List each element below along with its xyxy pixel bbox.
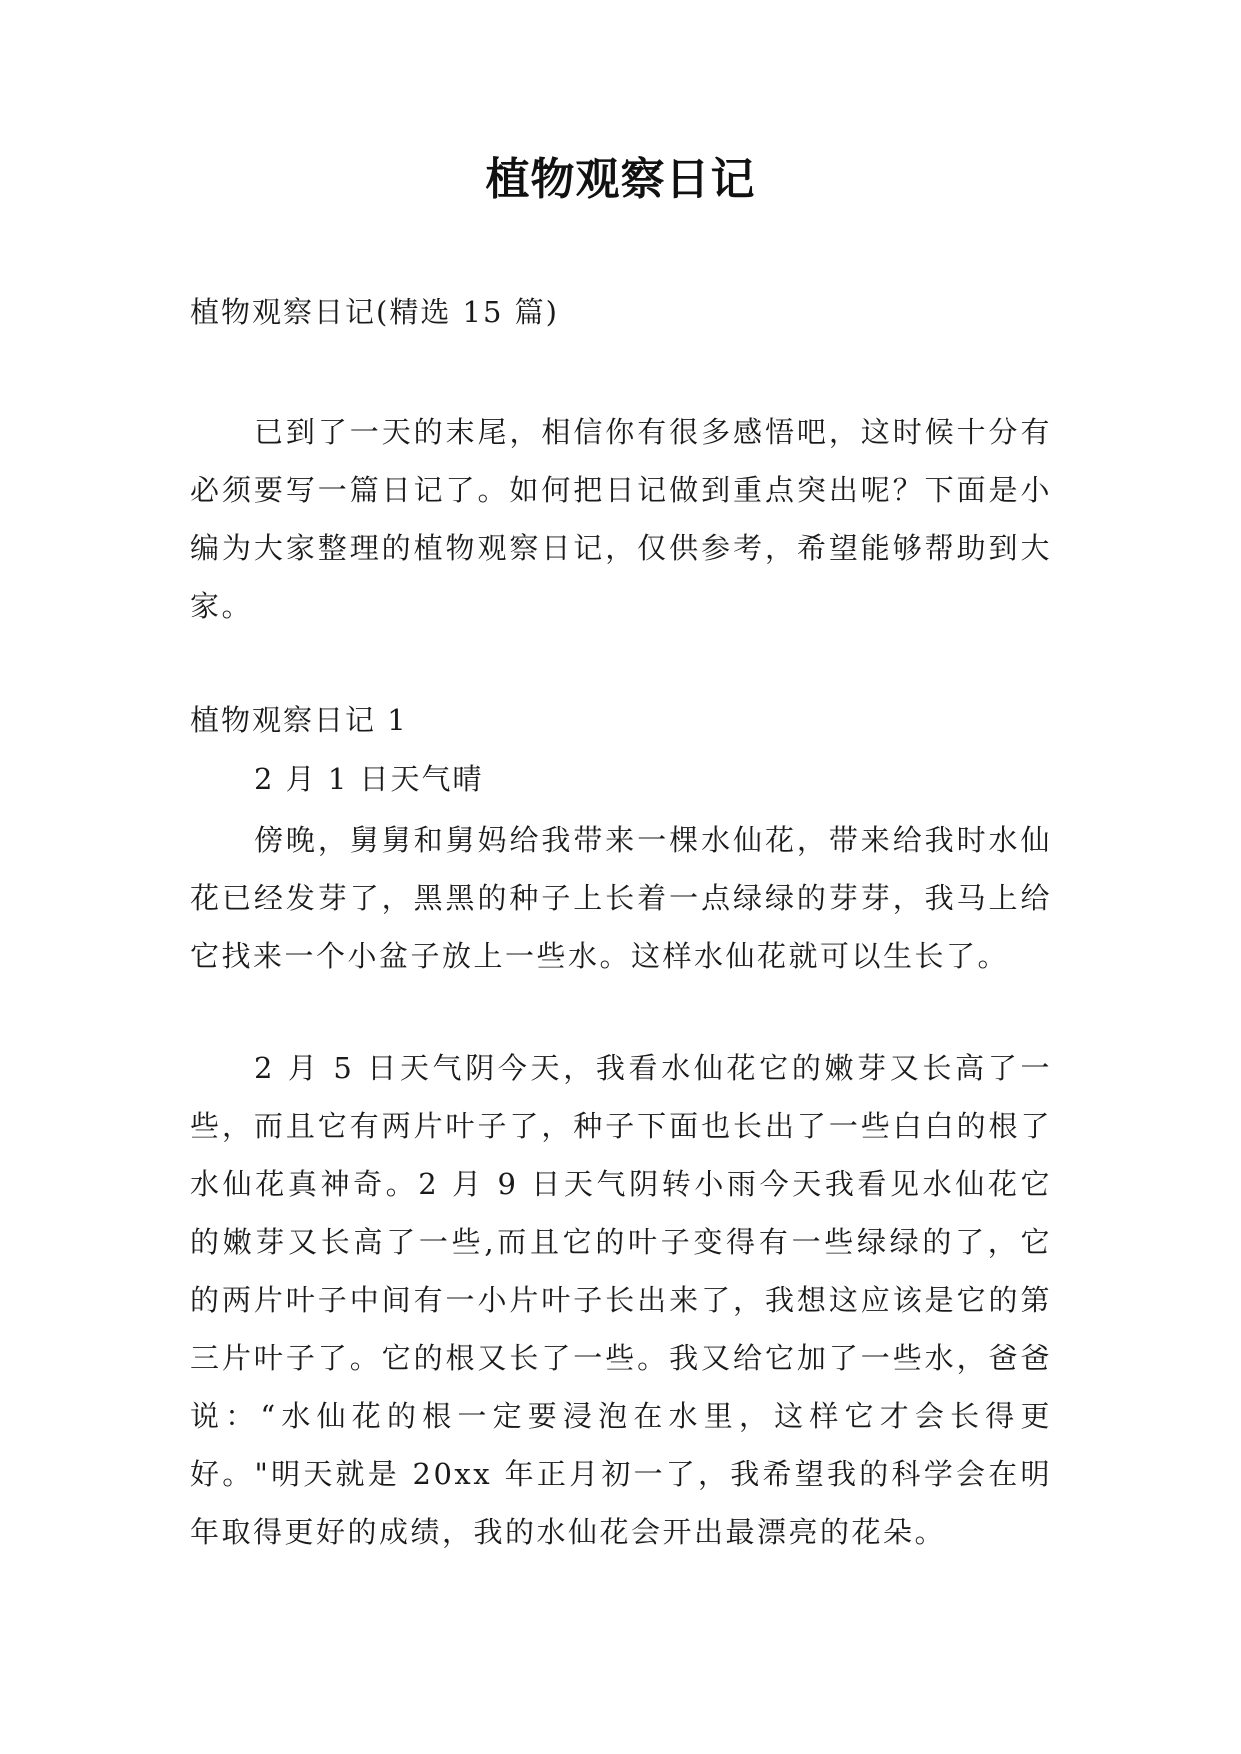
diary-date-line: 2 月 1 日天气晴 [254, 762, 484, 796]
intro-paragraph: 已到了一天的末尾，相信你有很多感悟吧，这时候十分有必须要写一篇日记了。如何把日记做到重点突出呢？下面是小编为大家整理的植物观察日记，仅供参考，希望能够帮助到大家。 [190, 415, 1052, 623]
diary-paragraph-1: 傍晚，舅舅和舅妈给我带来一棵水仙花，带来给我时水仙花已经发芽了，黑黑的种子上长着一点绿绿的芽芽，我马上给它找来一个小盆子放上一些水。这样水仙花就可以生长了。 [190, 823, 1052, 973]
document-title: 植物观察日记 [485, 154, 756, 205]
document-subtitle: 植物观察日记(精选 15 篇) [190, 295, 559, 329]
section-heading: 植物观察日记 1 [190, 703, 408, 737]
diary-paragraph-2: 2 月 5 日天气阴今天，我看水仙花它的嫩芽又长高了一些，而且它有两片叶子了，种子下面也长出了一些白白的根了水仙花真神奇。2 月 9 日天气阴转小雨今天我看见水仙花它的嫩芽又长高了一些,而且它的叶子变得有一些绿绿的了，它的两片叶子中间有一小片叶子长出来了，我想这应该是它的第三片叶子了。它的根又长了一些。我又给它加了一些水，爸爸说：“水仙花的根一定要浸泡在水里，这样它才会长得更好。"明天就是 20xx 年正月初一了，我希望我的科学会在明年取得更好的成绩，我的水仙花会开出最漂亮的花朵。 [190, 1051, 1052, 1549]
